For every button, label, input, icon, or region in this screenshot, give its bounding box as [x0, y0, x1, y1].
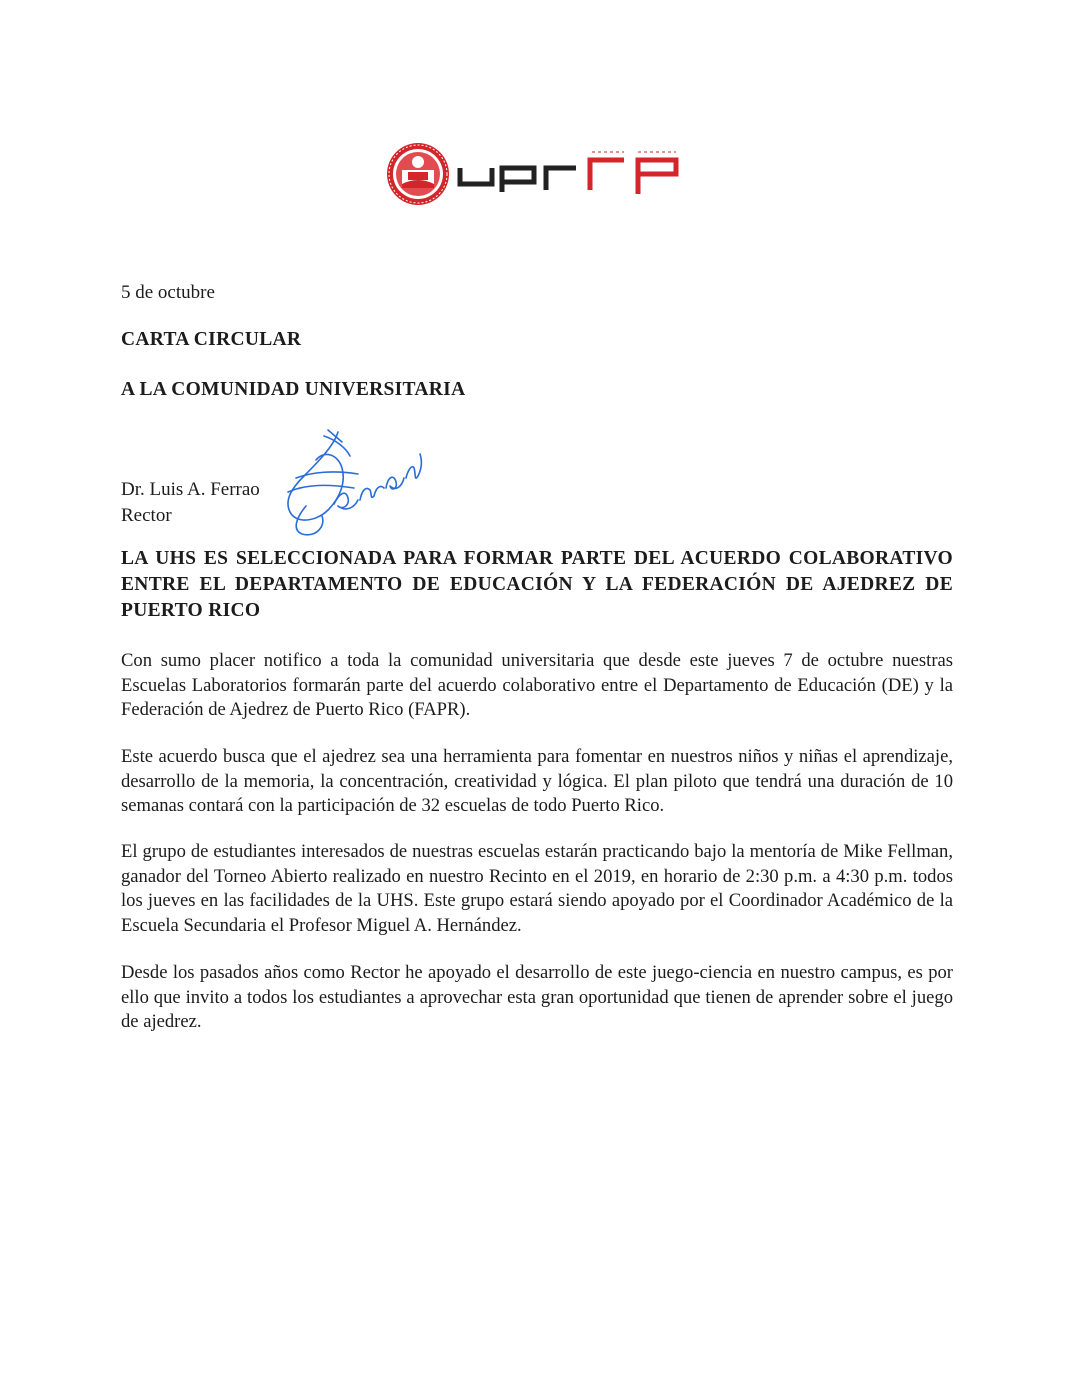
- letter-subject: LA UHS ES SELECCIONADA PARA FORMAR PARTE DEL ACUERDO COLABORATIVO ENTRE EL DEPARTAMENTO DE EDUCACIÓN Y LA FEDERACIÓN DE AJEDREZ DE PUERTO RICO: [121, 548, 953, 621]
- letter-recipient: A LA COMUNIDAD UNIVERSITARIA: [121, 379, 466, 400]
- body-paragraph-4: Desde los pasados años como Rector he apoyado el desarrollo de este juego-ciencia en nuestro campus, es por ello que invito a todos los estudiantes a aprovechar esta gran oportunidad que tienen de aprender sobre el juego de ajedrez.: [121, 962, 953, 1032]
- uprrp-wordmark: [460, 152, 676, 194]
- handwritten-signature: [276, 426, 436, 540]
- sender-title: Rector: [121, 505, 172, 526]
- uprrp-logo: [384, 140, 704, 210]
- body-paragraph-2: Este acuerdo busca que el ajedrez sea una herramienta para fomentar en nuestros niños y niñas el aprendizaje, desarrollo de la memoria, la concentración, creatividad y lógica. El plan piloto que tendrá una duración de 10 semanas contará con la participación de 32 escuelas de todo Puerto Rico.: [121, 746, 953, 816]
- letter-heading: CARTA CIRCULAR: [121, 329, 302, 350]
- sender-name: Dr. Luis A. Ferrao: [121, 479, 260, 500]
- body-paragraph-1: Con sumo placer notifico a toda la comunidad universitaria que desde este jueves 7 de octubre nuestras Escuelas Laboratorios formarán parte del acuerdo colaborativo entre el Departamento de Educación (DE) y la Federación de Ajedrez de Puerto Rico (FAPR).: [121, 650, 953, 720]
- body-paragraph-3: El grupo de estudiantes interesados de nuestras escuelas estarán practicando bajo la mentoría de Mike Fellman, ganador del Torneo Abierto realizado en nuestro Recinto en el 2019, en horario de 2:30 p.m. a 4:30 p.m. todos los jueves en las facilidades de la UHS. Este grupo estará siendo apoyado por el Coordinador Académico de la Escuela Secundaria el Profesor Miguel A. Hernández.: [121, 841, 953, 936]
- sender-block: [121, 477, 260, 529]
- letter-date: 5 de octubre: [121, 282, 215, 303]
- university-seal-icon: [387, 143, 449, 205]
